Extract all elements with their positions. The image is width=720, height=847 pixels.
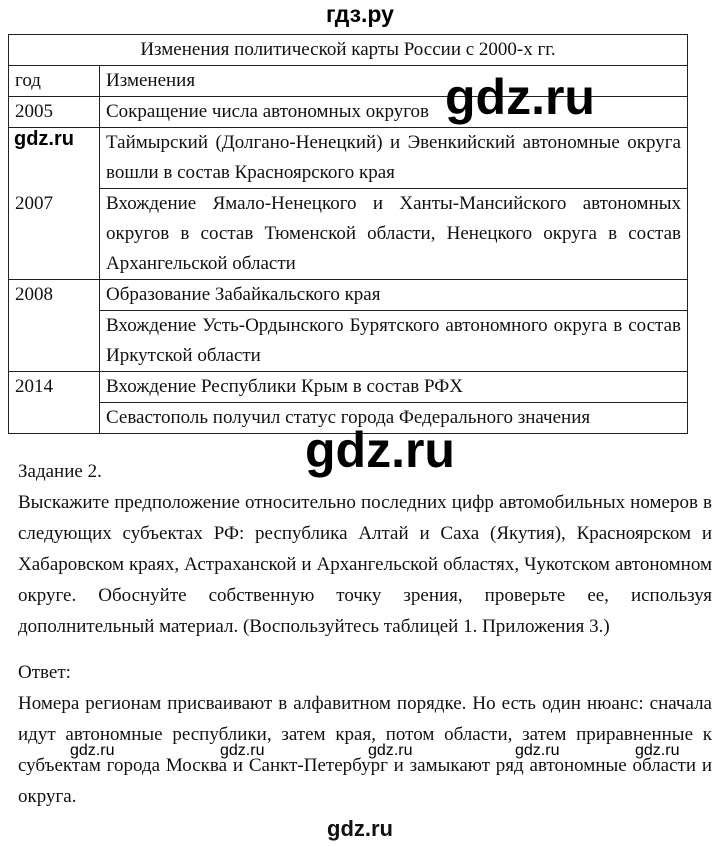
year-cell — [9, 128, 100, 280]
site-header: гдз.ру — [326, 1, 394, 27]
year-cell: 2008 — [9, 280, 100, 372]
watermark-center: gdz.ru — [305, 422, 455, 478]
column-header-year: год — [9, 66, 100, 97]
watermark-table-small: gdz.ru — [14, 128, 74, 150]
watermark-inline: gdz.ru — [368, 742, 413, 759]
year-cell: 2005 — [9, 97, 100, 128]
table-row — [9, 189, 688, 280]
table-row — [9, 280, 688, 311]
change-cell: Вхождение Ямало-Ненецкого и Ханты-Мансийского автономных округов в состав Тюменской области, Ненецкого округа в состав Архангельской области — [100, 189, 688, 280]
watermark-inline: gdz.ru — [220, 742, 265, 759]
change-cell: Вхождение Усть-Ордынского Бурятского автономного округа в состав Иркутской области — [100, 311, 688, 372]
answer-text: Номера регионам присваивают в алфавитном порядке. Но есть один нюанс: сначала идут автономные республики, затем края, потом области, затем приравненные к субъектам города Москва и Санкт-Петербург и замыкают ряд автономные области и округа. — [18, 693, 712, 807]
table-title-row — [9, 35, 688, 66]
change-cell: Вхождение Республики Крым в состав РФХ — [100, 372, 688, 403]
task-label: Задание 2. — [18, 461, 102, 482]
year-cell: 2014 — [9, 372, 100, 434]
answer-label: Ответ: — [18, 662, 71, 683]
table-row — [9, 128, 688, 189]
watermark-inline: gdz.ru — [515, 742, 560, 759]
change-cell: Севастополь получил статус города Федерального значения — [100, 403, 688, 434]
table-row — [9, 311, 688, 372]
change-cell: Таймырский (Долгано-Ненецкий) и Эвенкийский автономные округа вошли в состав Красноярского края — [100, 128, 688, 189]
change-cell: Сокращение числа автономных округов — [100, 97, 688, 128]
column-header-changes: Изменения — [100, 66, 688, 97]
watermark-inline: gdz.ru — [635, 742, 680, 759]
table-title: Изменения политической карты России с 2000-х гг. — [9, 35, 688, 66]
watermark-table: gdz.ru — [445, 69, 595, 125]
table-row — [9, 372, 688, 403]
watermark-inline: gdz.ru — [70, 742, 115, 759]
year-value: 2007 — [15, 192, 53, 214]
task-text: Выскажите предположение относительно последних цифр автомобильных номеров в следующих субъектах РФ: республика Алтай и Саха (Якутия), Красноярском и Хабаровском краях, Астраханской и Архангельской областях, Чукотском автономном округе. Обоснуйте собственную точку зрения, проверьте ее, используя дополнительный материал. (Воспользуйтесь таблицей 1. Приложения 3.) — [18, 492, 712, 637]
footer-logo: gdz.ru — [327, 816, 393, 841]
change-cell: Образование Забайкальского края — [100, 280, 688, 311]
